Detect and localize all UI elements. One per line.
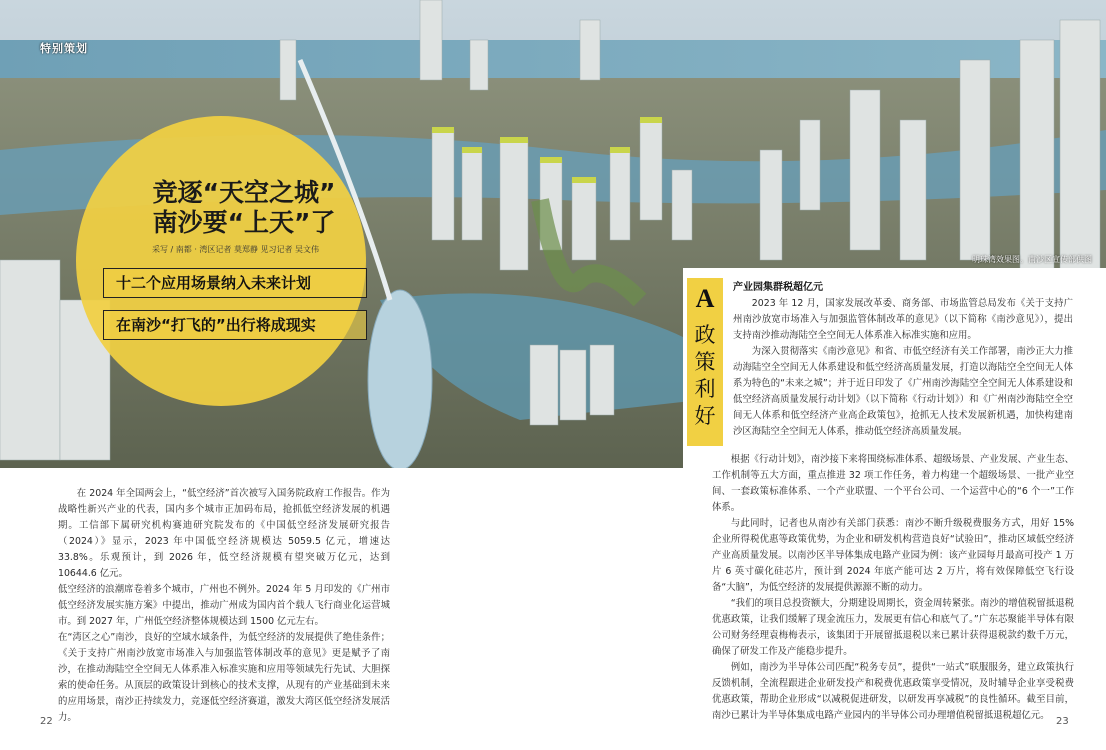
subhead-1: 十二个应用场景纳入未来计划 (103, 268, 367, 298)
body-paragraph: 2023 年 12 月，国家发展改革委、商务部、市场监管总局发布《关于支持广州南沙放宽市场准入与加强监管体制改革的意见》（以下简称《南沙意见》），提出支持南沙推动海陆空全空间无人体系准入标准实施和应用。 (733, 298, 1073, 341)
body-paragraph: 在“湾区之心”南沙，良好的空域水域条件，为低空经济的发展提供了绝佳条件；《关于支持广州南沙放宽市场准入与加强监管体制改革的意见》更是赋予了南沙，在推动海陆空全空间无人体系准入标准实施和应用等领域先行先试、大胆探索的使命任务。从顶层的政策设计到核心的技术支撑，从现有的产业基础到未来的应用场景，南沙正持续发力，竞逐低空经济赛道，激发大湾区低空经济发展活力。 (58, 632, 390, 723)
photo-caption: 明珠湾效果图。南沙区宣传部供图 (972, 255, 1092, 264)
section-tag: 特别策划 (40, 42, 88, 55)
body-paragraph: 例如，南沙为半导体公司匹配“税务专员”，提供“一站式”联服服务，建立政策执行反馈机制，全流程跟进企业研发投产和税费优惠政策享受情况，及时辅导企业享受税费优惠政策，帮助企业形成“以减税促进研发，以研发再享减税”的良性循环。截至目前，南沙已累计为半导体集成电路产业园内的半导体公司办理增值税留抵退税超亿元。 (712, 662, 1074, 721)
headline-line-1: 竞逐“天空之城” (152, 178, 336, 207)
section-title: 产业园集群税超亿元 (733, 282, 823, 293)
body-paragraph: 在 2024 年全国两会上，“低空经济”首次被写入国务院政府工作报告。作为战略性新兴产业的代表，国内多个城市正加码布局，抢抓低空经济发展的机遇期。工信部下属研究机构赛迪研究院发布的《中国低空经济发展研究报告（2024）》显示，2023 年中国低空经济规模达 5059.5 亿元，增速达 33.8%。乐观预计，到 2026 年，低空经济规模有望突破万亿元，达到 10644.6 亿元。 (58, 488, 390, 579)
policy-label (687, 278, 723, 446)
byline: 采写 / 南都 · 湾区记者 莫郑静 见习记者 吴文伟 (152, 245, 320, 254)
body-paragraph: 根据《行动计划》，南沙接下来将围绕标准体系、超级场景、产业发展、产业生态、工作机制等五大方面，重点推进 32 项工作任务，着力构建一个超级场景、一批产业空间、一套政策标准体系、一个产业联盟、一个平台公司、一个运营中心的“6 个一”工作体系。 (712, 454, 1074, 513)
policy-text: 政策利好 (694, 323, 716, 428)
body-paragraph: 低空经济的浪潮席卷着多个城市，广州也不例外。2024 年 5 月印发的《广州市低空经济发展实施方案》中提出，推动广州成为国内首个载人飞行商业化运营城市。到 2027 年，广州低空经济整体规模达到 1500 亿元左右。 (58, 584, 390, 627)
left-column (58, 486, 390, 726)
right-column-bottom (712, 452, 1074, 724)
headline-circle (76, 116, 366, 406)
body-paragraph: 与此同时，记者也从南沙有关部门获悉：南沙不断升级税费服务方式，用好 15% 企业所得税优惠等政策优势，为企业和研发机构营造良好“试验田”，推动区域低空经济产业高质量发展。以南沙区半导体集成电路产业园为例：该产业园每月最高可投产 1 万片 6 英寸碳化硅芯片，预计到 2024 年底产能可达 2 万片，将有效保障低空飞行设备“大脑”，为低空经济的发展提供源源不断的动力。 (712, 518, 1074, 593)
body-paragraph: 为深入贯彻落实《南沙意见》和省、市低空经济有关工作部署，南沙正大力推动海陆空全空间无人体系建设和低空经济高质量发展，打造以海陆空全空间无人体系为特色的“未来之城”；并于近日印发了《广州南沙海陆空全空间无人体系建设和低空经济高质量发展行动计划》（以下简称《行动计划》）和《广州南沙海陆空全空间无人体系和低空经济产业高企政策包》，抢抓无人技术发展新机遇，加快构建南沙区海陆空全空间无人体系，推动低空经济高质量发展。 (733, 346, 1073, 437)
page-number-right: 23 (1056, 716, 1069, 727)
right-column-top (733, 296, 1073, 440)
page-number-left: 22 (40, 716, 53, 727)
body-paragraph: “我们的项目总投资额大，分期建设周期长，资金周转紧张。南沙的增值税留抵退税优惠政策，让我们缓解了现金流压力，发展更有信心和底气了。”广东芯聚能半导体有限公司财务经理袁梅梅表示，该集团于开展留抵退税以来已累计获得退税款约数千万元，确保了研发工作及产能稳步提升。 (712, 598, 1074, 657)
subhead-2: 在南沙“打飞的”出行将成现实 (103, 310, 367, 340)
policy-letter: A (695, 284, 715, 313)
headline-line-2: 南沙要“上天”了 (152, 208, 336, 237)
